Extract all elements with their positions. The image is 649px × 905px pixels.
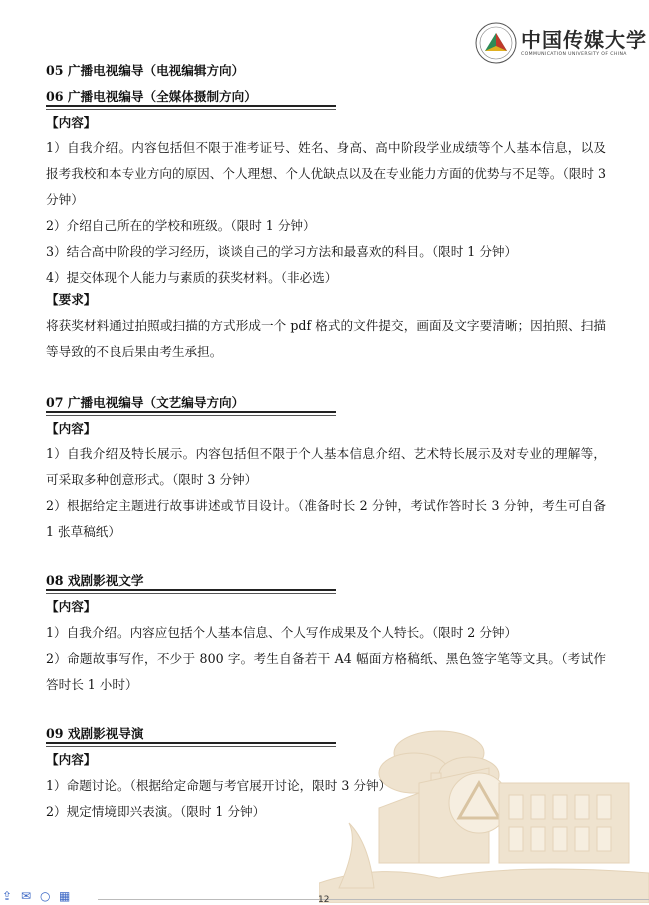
page-number: 12: [318, 895, 330, 905]
section-09-item-1: 1）命题讨论。（根据给定命题与考官展开讨论，限时 3 分钟）: [46, 778, 392, 793]
section-09-item-2: 2）规定情境即兴表演。（限时 1 分钟）: [46, 804, 266, 819]
section-07-item-1: 1）自我介绍及特长展示。内容包括但不限于个人基本信息介绍、艺术特长展示及对专业的理解等，可采取多种创意形式。（限时 3 分钟）: [46, 446, 606, 487]
footer-divider: [98, 899, 649, 900]
section-09-content-label: 【内容】: [46, 752, 97, 767]
share-icon[interactable]: ⇪: [2, 888, 13, 903]
university-logo: [475, 20, 647, 66]
section-08-item-2: 2）命题故事写作，不少于 800 字。考生自备若干 A4 幅面方格稿纸、黑色签字笔等文具。（考试作答时长 1 小时）: [46, 651, 606, 692]
section-06-requirement-text: 将获奖材料通过拍照或扫描的方式形成一个 pdf 格式的文件提交，画面及文字要清晰；因拍照、扫描等导致的不良后果由考生承担。: [46, 318, 606, 359]
section-06-title: 06 广播电视编导（全媒体摄制方向）: [46, 89, 336, 107]
section-07-item-2: 2）根据给定主题进行故事讲述或节目设计。（准备时长 2 分钟，考试作答时长 3 分钟，考生可自备 1 张草稿纸）: [46, 498, 606, 539]
grid-icon[interactable]: ▦: [59, 888, 71, 903]
section-06-item-4: 4）提交体现个人能力与素质的获奖材料。（非必选）: [46, 270, 338, 285]
logo-english-name: COMMUNICATION UNIVERSITY OF CHINA: [521, 51, 627, 57]
section-09-title: 09 戏剧影视导演: [46, 726, 336, 744]
section-06-item-2: 2）介绍自己所在的学校和班级。（限时 1 分钟）: [46, 218, 316, 233]
section-06-requirement-label: 【要求】: [46, 292, 97, 307]
section-05-title: 05 广播电视编导（电视编辑方向）: [46, 63, 245, 78]
section-06-item-1: 1）自我介绍。内容包括但不限于准考证号、姓名、身高、高中阶段学业成绩等个人基本信息，以及报考我校和本专业方向的原因、个人理想、个人优缺点以及在专业能力方面的优势与不足等。（限时 3 分钟）: [46, 140, 606, 207]
section-07-title: 07 广播电视编导（文艺编导方向）: [46, 395, 336, 413]
section-08-title: 08 戏剧影视文学: [46, 573, 336, 591]
viewer-toolbar: [0, 889, 112, 903]
section-06-content-label: 【内容】: [46, 115, 97, 130]
comment-icon[interactable]: ✉: [21, 888, 32, 903]
section-08-item-1: 1）自我介绍。内容应包括个人基本信息、个人写作成果及个人特长。（限时 2 分钟）: [46, 625, 518, 640]
section-06-item-3: 3）结合高中阶段的学习经历，谈谈自己的学习方法和最喜欢的科目。（限时 1 分钟）: [46, 244, 518, 259]
section-07-content-label: 【内容】: [46, 421, 97, 436]
section-08-content-label: 【内容】: [46, 599, 97, 614]
logo-chinese-name: 中国传媒大学: [521, 27, 647, 52]
search-icon[interactable]: ○: [40, 888, 51, 903]
emblem-icon: [475, 22, 517, 64]
